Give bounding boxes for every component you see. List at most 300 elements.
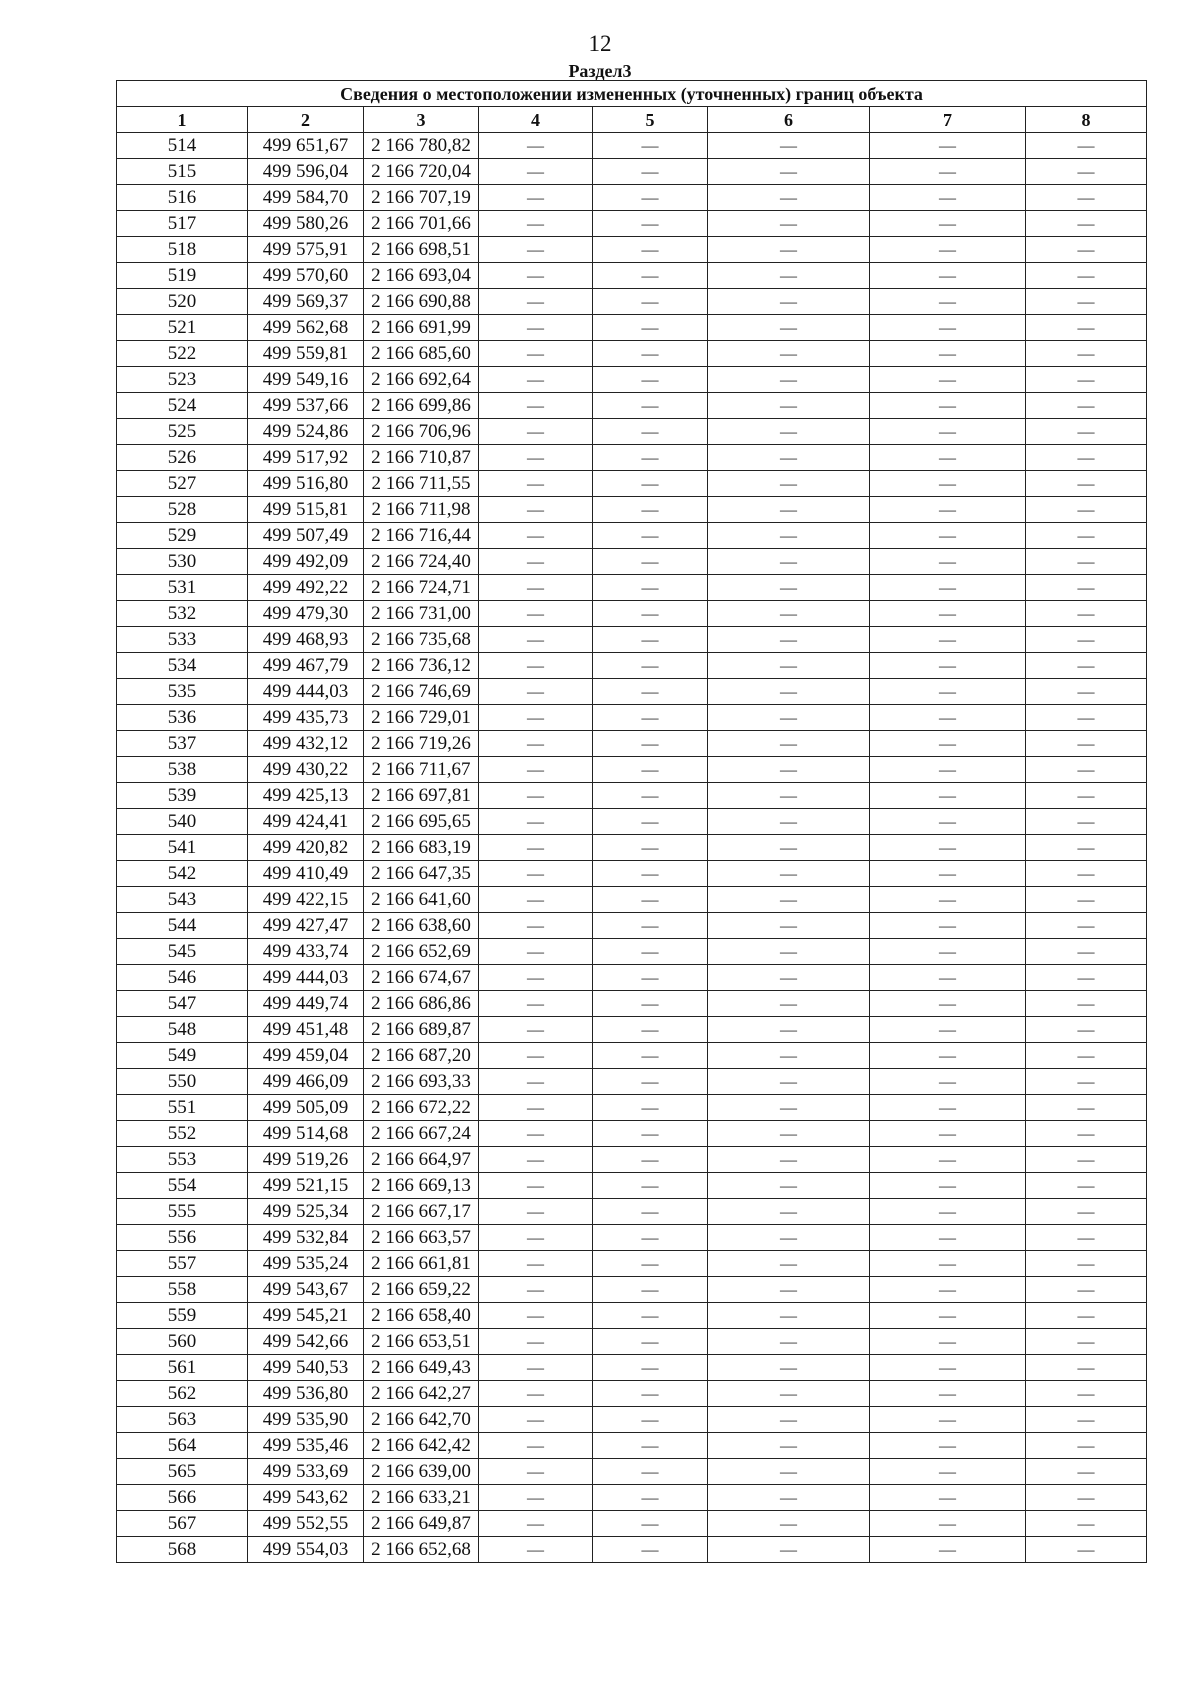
column-header-7: 7 — [870, 107, 1026, 133]
empty-value-cell: — — [479, 523, 593, 549]
empty-value-cell: — — [593, 1225, 708, 1251]
empty-value-cell: — — [1026, 185, 1147, 211]
empty-value-cell: — — [479, 1485, 593, 1511]
empty-value-cell: — — [593, 809, 708, 835]
empty-value-cell: — — [870, 653, 1026, 679]
point-number-cell: 539 — [117, 783, 248, 809]
empty-value-cell: — — [1026, 289, 1147, 315]
empty-value-cell: — — [870, 835, 1026, 861]
y-coordinate-cell: 2 166 716,44 — [364, 523, 479, 549]
empty-value-cell: — — [708, 523, 870, 549]
y-coordinate-cell: 2 166 693,33 — [364, 1069, 479, 1095]
empty-value-cell: — — [708, 1329, 870, 1355]
table-row — [117, 263, 1147, 289]
empty-value-cell: — — [593, 1017, 708, 1043]
empty-value-cell: — — [593, 1069, 708, 1095]
y-coordinate-cell: 2 166 685,60 — [364, 341, 479, 367]
empty-value-cell: — — [708, 263, 870, 289]
table-row — [117, 185, 1147, 211]
table-row — [117, 419, 1147, 445]
empty-value-cell: — — [1026, 1459, 1147, 1485]
empty-value-cell: — — [870, 679, 1026, 705]
empty-value-cell: — — [593, 1329, 708, 1355]
empty-value-cell: — — [593, 705, 708, 731]
empty-value-cell: — — [593, 1199, 708, 1225]
empty-value-cell: — — [1026, 1069, 1147, 1095]
point-number-cell: 561 — [117, 1355, 248, 1381]
table-row — [117, 549, 1147, 575]
empty-value-cell: — — [479, 1329, 593, 1355]
point-number-cell: 567 — [117, 1511, 248, 1537]
empty-value-cell: — — [479, 1225, 593, 1251]
empty-value-cell: — — [593, 679, 708, 705]
empty-value-cell: — — [870, 575, 1026, 601]
empty-value-cell: — — [708, 1251, 870, 1277]
empty-value-cell: — — [708, 1277, 870, 1303]
y-coordinate-cell: 2 166 719,26 — [364, 731, 479, 757]
table-row — [117, 1173, 1147, 1199]
empty-value-cell: — — [593, 1355, 708, 1381]
empty-value-cell: — — [870, 1043, 1026, 1069]
x-coordinate-cell: 499 433,74 — [248, 939, 364, 965]
empty-value-cell: — — [1026, 1407, 1147, 1433]
empty-value-cell: — — [479, 783, 593, 809]
empty-value-cell: — — [708, 1095, 870, 1121]
point-number-cell: 559 — [117, 1303, 248, 1329]
y-coordinate-cell: 2 166 663,57 — [364, 1225, 479, 1251]
empty-value-cell: — — [479, 1147, 593, 1173]
table-row — [117, 341, 1147, 367]
empty-value-cell: — — [593, 1043, 708, 1069]
x-coordinate-cell: 499 444,03 — [248, 679, 364, 705]
empty-value-cell: — — [870, 1199, 1026, 1225]
x-coordinate-cell: 499 533,69 — [248, 1459, 364, 1485]
table-caption-row — [117, 81, 1147, 107]
point-number-cell: 515 — [117, 159, 248, 185]
empty-value-cell: — — [593, 263, 708, 289]
point-number-cell: 558 — [117, 1277, 248, 1303]
empty-value-cell: — — [593, 1485, 708, 1511]
empty-value-cell: — — [593, 1251, 708, 1277]
x-coordinate-cell: 499 432,12 — [248, 731, 364, 757]
empty-value-cell: — — [870, 939, 1026, 965]
empty-value-cell: — — [870, 1485, 1026, 1511]
empty-value-cell: — — [593, 965, 708, 991]
y-coordinate-cell: 2 166 649,43 — [364, 1355, 479, 1381]
x-coordinate-cell: 499 596,04 — [248, 159, 364, 185]
empty-value-cell: — — [479, 263, 593, 289]
empty-value-cell: — — [708, 861, 870, 887]
table-row — [117, 861, 1147, 887]
table-body — [117, 133, 1147, 1563]
empty-value-cell: — — [1026, 783, 1147, 809]
empty-value-cell: — — [1026, 393, 1147, 419]
empty-value-cell: — — [870, 809, 1026, 835]
table-row — [117, 1017, 1147, 1043]
y-coordinate-cell: 2 166 691,99 — [364, 315, 479, 341]
y-coordinate-cell: 2 166 711,55 — [364, 471, 479, 497]
empty-value-cell: — — [479, 627, 593, 653]
x-coordinate-cell: 499 427,47 — [248, 913, 364, 939]
empty-value-cell: — — [708, 1381, 870, 1407]
empty-value-cell: — — [870, 627, 1026, 653]
empty-value-cell: — — [708, 1173, 870, 1199]
x-coordinate-cell: 499 570,60 — [248, 263, 364, 289]
empty-value-cell: — — [593, 185, 708, 211]
x-coordinate-cell: 499 651,67 — [248, 133, 364, 159]
empty-value-cell: — — [870, 1355, 1026, 1381]
y-coordinate-cell: 2 166 701,66 — [364, 211, 479, 237]
column-header-5: 5 — [593, 107, 708, 133]
table-row — [117, 1381, 1147, 1407]
empty-value-cell: — — [870, 289, 1026, 315]
x-coordinate-cell: 499 466,09 — [248, 1069, 364, 1095]
x-coordinate-cell: 499 425,13 — [248, 783, 364, 809]
y-coordinate-cell: 2 166 638,60 — [364, 913, 479, 939]
empty-value-cell: — — [708, 471, 870, 497]
empty-value-cell: — — [479, 1433, 593, 1459]
empty-value-cell: — — [870, 1381, 1026, 1407]
empty-value-cell: — — [479, 939, 593, 965]
empty-value-cell: — — [708, 679, 870, 705]
table-row — [117, 1043, 1147, 1069]
empty-value-cell: — — [479, 601, 593, 627]
empty-value-cell: — — [708, 159, 870, 185]
point-number-cell: 542 — [117, 861, 248, 887]
point-number-cell: 521 — [117, 315, 248, 341]
empty-value-cell: — — [593, 887, 708, 913]
x-coordinate-cell: 499 514,68 — [248, 1121, 364, 1147]
point-number-cell: 528 — [117, 497, 248, 523]
table-row — [117, 1095, 1147, 1121]
empty-value-cell: — — [479, 679, 593, 705]
table-row — [117, 653, 1147, 679]
x-coordinate-cell: 499 543,67 — [248, 1277, 364, 1303]
empty-value-cell: — — [1026, 341, 1147, 367]
y-coordinate-cell: 2 166 706,96 — [364, 419, 479, 445]
empty-value-cell: — — [870, 705, 1026, 731]
empty-value-cell: — — [479, 809, 593, 835]
empty-value-cell: — — [479, 367, 593, 393]
point-number-cell: 522 — [117, 341, 248, 367]
point-number-cell: 517 — [117, 211, 248, 237]
point-number-cell: 530 — [117, 549, 248, 575]
empty-value-cell: — — [479, 575, 593, 601]
empty-value-cell: — — [1026, 1095, 1147, 1121]
column-header-6: 6 — [708, 107, 870, 133]
point-number-cell: 548 — [117, 1017, 248, 1043]
empty-value-cell: — — [708, 1147, 870, 1173]
empty-value-cell: — — [708, 575, 870, 601]
point-number-cell: 540 — [117, 809, 248, 835]
empty-value-cell: — — [479, 705, 593, 731]
empty-value-cell: — — [479, 289, 593, 315]
table-row — [117, 965, 1147, 991]
y-coordinate-cell: 2 166 641,60 — [364, 887, 479, 913]
y-coordinate-cell: 2 166 690,88 — [364, 289, 479, 315]
empty-value-cell: — — [1026, 653, 1147, 679]
empty-value-cell: — — [870, 1147, 1026, 1173]
empty-value-cell: — — [1026, 731, 1147, 757]
x-coordinate-cell: 499 545,21 — [248, 1303, 364, 1329]
table-row — [117, 315, 1147, 341]
y-coordinate-cell: 2 166 653,51 — [364, 1329, 479, 1355]
table-row — [117, 991, 1147, 1017]
y-coordinate-cell: 2 166 649,87 — [364, 1511, 479, 1537]
table-row — [117, 445, 1147, 471]
y-coordinate-cell: 2 166 661,81 — [364, 1251, 479, 1277]
x-coordinate-cell: 499 516,80 — [248, 471, 364, 497]
empty-value-cell: — — [870, 1459, 1026, 1485]
empty-value-cell: — — [593, 497, 708, 523]
empty-value-cell: — — [593, 133, 708, 159]
empty-value-cell: — — [1026, 887, 1147, 913]
empty-value-cell: — — [593, 471, 708, 497]
y-coordinate-cell: 2 166 746,69 — [364, 679, 479, 705]
point-number-cell: 547 — [117, 991, 248, 1017]
empty-value-cell: — — [479, 1459, 593, 1485]
table-row — [117, 939, 1147, 965]
y-coordinate-cell: 2 166 667,24 — [364, 1121, 479, 1147]
empty-value-cell: — — [593, 211, 708, 237]
x-coordinate-cell: 499 535,46 — [248, 1433, 364, 1459]
empty-value-cell: — — [708, 367, 870, 393]
empty-value-cell: — — [479, 965, 593, 991]
empty-value-cell: — — [479, 1199, 593, 1225]
point-number-cell: 553 — [117, 1147, 248, 1173]
point-number-cell: 566 — [117, 1485, 248, 1511]
y-coordinate-cell: 2 166 667,17 — [364, 1199, 479, 1225]
table-row — [117, 757, 1147, 783]
table-row — [117, 1251, 1147, 1277]
point-number-cell: 556 — [117, 1225, 248, 1251]
empty-value-cell: — — [593, 1459, 708, 1485]
table-row — [117, 835, 1147, 861]
x-coordinate-cell: 499 532,84 — [248, 1225, 364, 1251]
table-row — [117, 627, 1147, 653]
x-coordinate-cell: 499 552,55 — [248, 1511, 364, 1537]
empty-value-cell: — — [1026, 861, 1147, 887]
table-row — [117, 1459, 1147, 1485]
empty-value-cell: — — [479, 393, 593, 419]
empty-value-cell: — — [870, 731, 1026, 757]
x-coordinate-cell: 499 524,86 — [248, 419, 364, 445]
empty-value-cell: — — [870, 1173, 1026, 1199]
x-coordinate-cell: 499 459,04 — [248, 1043, 364, 1069]
empty-value-cell: — — [708, 835, 870, 861]
section-label: Раздел3 — [568, 61, 632, 81]
empty-value-cell: — — [593, 731, 708, 757]
table-row — [117, 1147, 1147, 1173]
empty-value-cell: — — [479, 1069, 593, 1095]
empty-value-cell: — — [479, 887, 593, 913]
empty-value-cell: — — [870, 1303, 1026, 1329]
empty-value-cell: — — [1026, 1485, 1147, 1511]
table-row — [117, 575, 1147, 601]
point-number-cell: 568 — [117, 1537, 248, 1563]
empty-value-cell: — — [593, 523, 708, 549]
empty-value-cell: — — [1026, 445, 1147, 471]
point-number-cell: 550 — [117, 1069, 248, 1095]
y-coordinate-cell: 2 166 674,67 — [364, 965, 479, 991]
y-coordinate-cell: 2 166 664,97 — [364, 1147, 479, 1173]
empty-value-cell: — — [1026, 1173, 1147, 1199]
empty-value-cell: — — [870, 1407, 1026, 1433]
point-number-cell: 541 — [117, 835, 248, 861]
y-coordinate-cell: 2 166 697,81 — [364, 783, 479, 809]
x-coordinate-cell: 499 540,53 — [248, 1355, 364, 1381]
point-number-cell: 562 — [117, 1381, 248, 1407]
empty-value-cell: — — [1026, 159, 1147, 185]
empty-value-cell: — — [479, 1303, 593, 1329]
table-row — [117, 1069, 1147, 1095]
x-coordinate-cell: 499 536,80 — [248, 1381, 364, 1407]
empty-value-cell: — — [708, 1355, 870, 1381]
empty-value-cell: — — [1026, 1433, 1147, 1459]
empty-value-cell: — — [708, 133, 870, 159]
empty-value-cell: — — [479, 471, 593, 497]
empty-value-cell: — — [593, 939, 708, 965]
empty-value-cell: — — [1026, 549, 1147, 575]
empty-value-cell: — — [479, 757, 593, 783]
empty-value-cell: — — [708, 1225, 870, 1251]
page-number: 12 — [588, 31, 612, 56]
y-coordinate-cell: 2 166 642,42 — [364, 1433, 479, 1459]
table-row — [117, 705, 1147, 731]
point-number-cell: 554 — [117, 1173, 248, 1199]
y-coordinate-cell: 2 166 736,12 — [364, 653, 479, 679]
empty-value-cell: — — [708, 705, 870, 731]
empty-value-cell: — — [708, 1407, 870, 1433]
empty-value-cell: — — [708, 731, 870, 757]
empty-value-cell: — — [593, 289, 708, 315]
x-coordinate-cell: 499 559,81 — [248, 341, 364, 367]
y-coordinate-cell: 2 166 652,68 — [364, 1537, 479, 1563]
empty-value-cell: — — [708, 809, 870, 835]
empty-value-cell: — — [479, 861, 593, 887]
empty-value-cell: — — [708, 627, 870, 653]
empty-value-cell: — — [1026, 1381, 1147, 1407]
table-row — [117, 1433, 1147, 1459]
point-number-cell: 560 — [117, 1329, 248, 1355]
table-row — [117, 1277, 1147, 1303]
x-coordinate-cell: 499 543,62 — [248, 1485, 364, 1511]
empty-value-cell: — — [593, 627, 708, 653]
empty-value-cell: — — [870, 1225, 1026, 1251]
empty-value-cell: — — [708, 315, 870, 341]
empty-value-cell: — — [1026, 497, 1147, 523]
empty-value-cell: — — [479, 237, 593, 263]
table-row — [117, 159, 1147, 185]
empty-value-cell: — — [870, 601, 1026, 627]
empty-value-cell: — — [708, 887, 870, 913]
empty-value-cell: — — [593, 445, 708, 471]
x-coordinate-cell: 499 451,48 — [248, 1017, 364, 1043]
y-coordinate-cell: 2 166 724,40 — [364, 549, 479, 575]
x-coordinate-cell: 499 422,15 — [248, 887, 364, 913]
table-row — [117, 237, 1147, 263]
empty-value-cell: — — [870, 497, 1026, 523]
empty-value-cell: — — [479, 497, 593, 523]
x-coordinate-cell: 499 519,26 — [248, 1147, 364, 1173]
empty-value-cell: — — [479, 549, 593, 575]
empty-value-cell: — — [708, 1433, 870, 1459]
empty-value-cell: — — [870, 367, 1026, 393]
empty-value-cell: — — [870, 887, 1026, 913]
empty-value-cell: — — [1026, 315, 1147, 341]
table-row — [117, 1199, 1147, 1225]
column-header-8: 8 — [1026, 107, 1147, 133]
empty-value-cell: — — [708, 185, 870, 211]
point-number-cell: 524 — [117, 393, 248, 419]
empty-value-cell: — — [593, 1537, 708, 1563]
x-coordinate-cell: 499 537,66 — [248, 393, 364, 419]
empty-value-cell: — — [870, 1121, 1026, 1147]
empty-value-cell: — — [593, 1303, 708, 1329]
empty-value-cell: — — [593, 601, 708, 627]
empty-value-cell: — — [708, 1459, 870, 1485]
empty-value-cell: — — [1026, 471, 1147, 497]
y-coordinate-cell: 2 166 642,70 — [364, 1407, 479, 1433]
point-number-cell: 531 — [117, 575, 248, 601]
empty-value-cell: — — [708, 653, 870, 679]
point-number-cell: 520 — [117, 289, 248, 315]
empty-value-cell: — — [708, 783, 870, 809]
table-row — [117, 1355, 1147, 1381]
empty-value-cell: — — [708, 289, 870, 315]
empty-value-cell: — — [1026, 1199, 1147, 1225]
point-number-cell: 549 — [117, 1043, 248, 1069]
empty-value-cell: — — [479, 315, 593, 341]
empty-value-cell: — — [870, 757, 1026, 783]
column-header-3: 3 — [364, 107, 479, 133]
empty-value-cell: — — [593, 1277, 708, 1303]
empty-value-cell: — — [479, 1511, 593, 1537]
empty-value-cell: — — [708, 1511, 870, 1537]
point-number-cell: 533 — [117, 627, 248, 653]
empty-value-cell: — — [708, 1537, 870, 1563]
empty-value-cell: — — [479, 835, 593, 861]
table-row — [117, 679, 1147, 705]
empty-value-cell: — — [870, 263, 1026, 289]
empty-value-cell: — — [479, 445, 593, 471]
x-coordinate-cell: 499 410,49 — [248, 861, 364, 887]
table-row — [117, 913, 1147, 939]
empty-value-cell: — — [870, 1433, 1026, 1459]
empty-value-cell: — — [870, 1017, 1026, 1043]
x-coordinate-cell: 499 584,70 — [248, 185, 364, 211]
empty-value-cell: — — [1026, 1017, 1147, 1043]
x-coordinate-cell: 499 580,26 — [248, 211, 364, 237]
x-coordinate-cell: 499 562,68 — [248, 315, 364, 341]
table-row — [117, 783, 1147, 809]
empty-value-cell: — — [708, 601, 870, 627]
boundary-coordinates-table — [116, 80, 1147, 1563]
table-row — [117, 1485, 1147, 1511]
empty-value-cell: — — [1026, 627, 1147, 653]
table-row — [117, 1329, 1147, 1355]
empty-value-cell: — — [708, 445, 870, 471]
empty-value-cell: — — [870, 1251, 1026, 1277]
empty-value-cell: — — [479, 341, 593, 367]
empty-value-cell: — — [708, 497, 870, 523]
empty-value-cell: — — [593, 1407, 708, 1433]
empty-value-cell: — — [708, 237, 870, 263]
empty-value-cell: — — [479, 419, 593, 445]
empty-value-cell: — — [1026, 1121, 1147, 1147]
x-coordinate-cell: 499 492,09 — [248, 549, 364, 575]
table-row — [117, 887, 1147, 913]
